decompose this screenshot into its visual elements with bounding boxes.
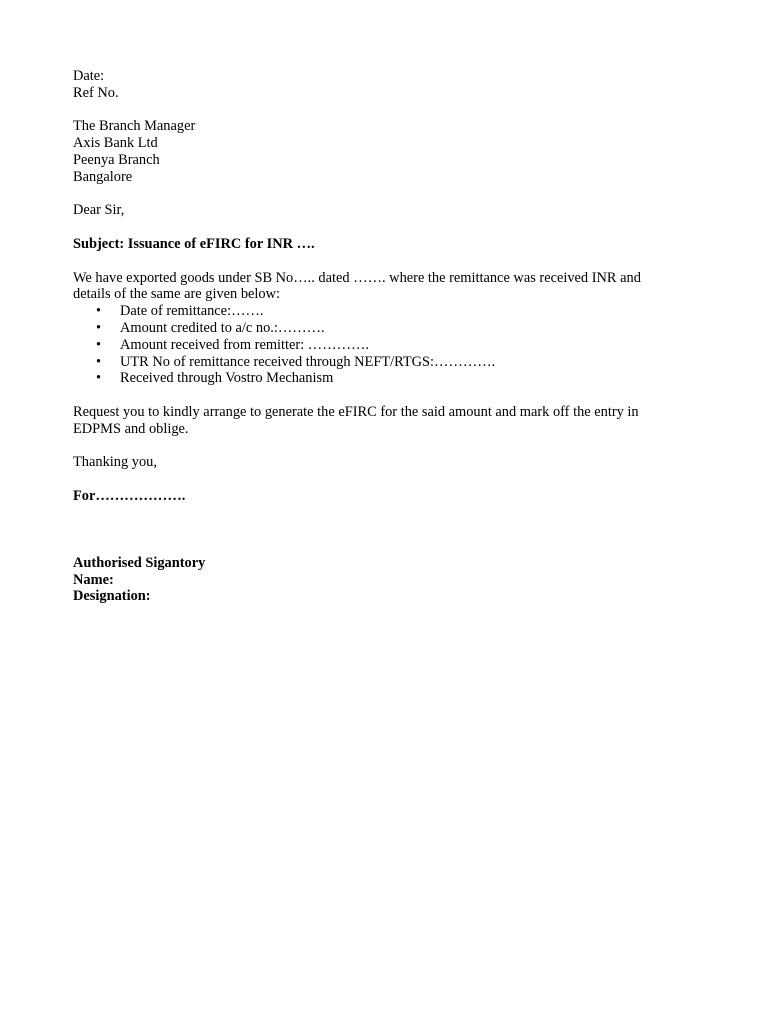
for-line: For………………. xyxy=(73,487,186,504)
recipient-line: The Branch Manager xyxy=(73,118,196,135)
designation-label: Designation: xyxy=(73,588,151,605)
list-item: • Amount received from remitter: …………. xyxy=(73,337,698,354)
recipient-line: Peenya Branch xyxy=(73,151,160,168)
closing-line: Thanking you, xyxy=(73,454,157,471)
request-paragraph-line: Request you to kindly arrange to generate the eFIRC for the said amount and mark off the entry in xyxy=(73,403,639,420)
name-label: Name: xyxy=(73,571,114,588)
intro-paragraph-line: We have exported goods under SB No….. dated ……. where the remittance was received INR and xyxy=(73,269,641,286)
recipient-line: Bangalore xyxy=(73,168,133,185)
list-item: • Date of remittance:……. xyxy=(73,303,698,320)
signatory-title: Authorised Sigantory xyxy=(73,554,206,571)
list-item: • Amount credited to a/c no.:………. xyxy=(73,320,698,337)
request-paragraph-line: EDPMS and oblige. xyxy=(73,420,189,437)
date-label: Date: xyxy=(73,68,105,84)
letter-body xyxy=(73,68,698,605)
list-item: • Received through Vostro Mechanism xyxy=(73,370,698,387)
recipient-line: Axis Bank Ltd xyxy=(73,135,158,152)
subject-line: Subject: Issuance of eFIRC for INR …. xyxy=(73,235,315,252)
ref-label: Ref No. xyxy=(73,84,119,101)
remittance-details-list xyxy=(73,303,698,387)
salutation: Dear Sir, xyxy=(73,202,125,219)
list-item: • UTR No of remittance received through NEFT/RTGS:…………. xyxy=(73,354,698,371)
recipient-address xyxy=(73,118,698,185)
intro-paragraph-line: details of the same are given below: xyxy=(73,286,280,303)
